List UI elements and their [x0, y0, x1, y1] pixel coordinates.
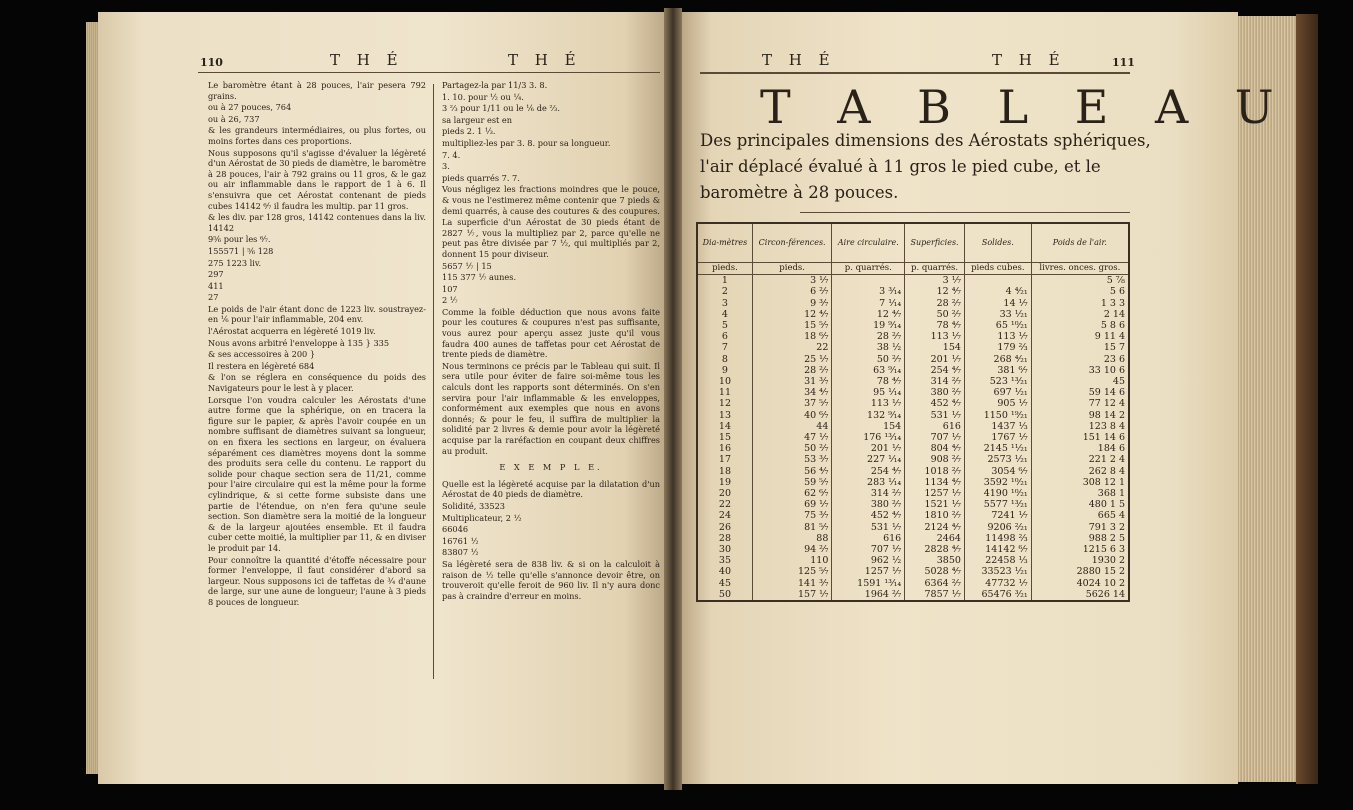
table-cell: 5028 ⁴⁄₇ [905, 566, 965, 577]
table-cell: 523 ¹³⁄₂₁ [964, 376, 1031, 387]
table-cell: 452 ⁴⁄₇ [905, 398, 965, 409]
text-paragraph: Quelle est la légèreté acquise par la dilatation d'un Aérostat de 40 pieds de diamètre. [442, 478, 660, 500]
table-cell: 4 ⁴⁄₂₁ [964, 286, 1031, 297]
table-cell: 62 ⁶⁄₇ [752, 488, 831, 499]
table-cell: 10 [697, 376, 752, 387]
table-cell: 6 [697, 331, 752, 342]
table-cell: 1437 ⅓ [964, 421, 1031, 432]
running-title-left-2: T H É [508, 51, 582, 69]
table-cell: 9 11 4 [1031, 331, 1129, 342]
table-cell: 50 ²⁄₇ [832, 354, 905, 365]
table-cell: 65 ¹⁰⁄₂₁ [964, 320, 1031, 331]
table-cell: 28 [697, 533, 752, 544]
table-cell: 28 ²⁄₇ [832, 331, 905, 342]
table-row [697, 533, 1129, 544]
table-cell: 5 8 6 [1031, 320, 1129, 331]
table-cell: 11498 ²⁄₃ [964, 533, 1031, 544]
text-paragraph: 115 377 ⅐ aunes. [442, 272, 517, 283]
table-cell: 16 [697, 443, 752, 454]
table-cell: 40 ⁶⁄₇ [752, 410, 831, 421]
table-cell: 314 ²⁄₇ [832, 488, 905, 499]
table-cell: 3 ⅐ [752, 275, 831, 287]
table-cell: 31 ³⁄₇ [752, 376, 831, 387]
table-cell: 262 8 4 [1031, 466, 1129, 477]
unit-cell: p. quarrés. [832, 263, 905, 275]
text-paragraph: 9⁵⁄₆ pour les ⁶⁄₇. [208, 234, 271, 245]
table-cell: 268 ⁴⁄₂₁ [964, 354, 1031, 365]
table-row [697, 320, 1129, 331]
table-cell: 13 [697, 410, 752, 421]
column-header: Circon-férences. [752, 223, 831, 263]
table-cell: 1215 6 3 [1031, 544, 1129, 555]
table-cell: 154 [832, 421, 905, 432]
table-cell: 254 ⁴⁄₇ [905, 365, 965, 376]
table-cell: 53 ³⁄₇ [752, 454, 831, 465]
text-paragraph: & les div. par 128 gros, 14142 contenues dans la liv. 14142 [208, 212, 426, 233]
table-cell: 26 [697, 522, 752, 533]
table-row [697, 309, 1129, 320]
left-column-text [208, 80, 426, 609]
text-paragraph: & ses accessoires à 200 } [208, 349, 316, 360]
table-row [697, 477, 1129, 488]
table-cell: 77 12 4 [1031, 398, 1129, 409]
table-cell: 35 [697, 555, 752, 566]
table-cell: 33 ¹⁄₂₁ [964, 309, 1031, 320]
text-paragraph: 297 [208, 269, 224, 280]
table-cell: 5 6 [1031, 286, 1129, 297]
table-cell: 125 ⁵⁄₇ [752, 566, 831, 577]
text-paragraph: Le poids de l'air étant donc de 1223 liv. soustrayez-en ⅙ pour l'air inflammable, 204 env. [208, 303, 426, 325]
table-cell: 1767 ¹⁄₇ [964, 432, 1031, 443]
header-rule-left [198, 72, 660, 73]
table-cell: 78 ⁴⁄₇ [832, 376, 905, 387]
table-cell: 81 ⁵⁄₇ [752, 522, 831, 533]
table-cell: 905 ¹⁄₇ [964, 398, 1031, 409]
text-paragraph: sa largeur est en [442, 114, 513, 125]
table-cell: 2 [697, 286, 752, 297]
table-cell: 14142 ⁶⁄₇ [964, 544, 1031, 555]
table-row [697, 387, 1129, 398]
table-cell: 3 [697, 298, 752, 309]
table-cell: 65476 ³⁄₂₁ [964, 589, 1031, 601]
table-cell: 45 [1031, 376, 1129, 387]
table-cell: 4 [697, 309, 752, 320]
table-cell: 28 ²⁄₇ [905, 298, 965, 309]
table-cell: 5577 ¹³⁄₂₁ [964, 499, 1031, 510]
table-cell: 4024 10 2 [1031, 578, 1129, 589]
table-cell: 2573 ¹⁄₂₁ [964, 454, 1031, 465]
table-cell: 151 14 6 [1031, 432, 1129, 443]
subtitle-rule [800, 212, 1130, 213]
table-cell: 132 ⁹⁄₁₄ [832, 410, 905, 421]
table-cell: 988 2 5 [1031, 533, 1129, 544]
table-cell: 4190 ¹⁰⁄₂₁ [964, 488, 1031, 499]
text-paragraph: l'Aérostat acquerra en légèreté 1019 liv. [208, 326, 376, 337]
table-cell: 7 [697, 342, 752, 353]
table-row [697, 421, 1129, 432]
table-cell: 22458 ⅓ [964, 555, 1031, 566]
table-cell: 3850 [905, 555, 965, 566]
text-paragraph: 66046 [442, 524, 469, 535]
table-units-row [697, 263, 1129, 275]
table-cell: 184 6 [1031, 443, 1129, 454]
table-cell: 154 [905, 342, 965, 353]
text-paragraph: 155571 | ⁵⁄₆ 128 [208, 245, 274, 256]
page-number-right: 111 [1112, 56, 1135, 69]
table-cell: 6364 ²⁄₇ [905, 578, 965, 589]
running-title-right-2: T H É [992, 51, 1066, 69]
text-paragraph: Il restera en légèreté 684 [208, 360, 315, 371]
table-cell: 227 ¹⁄₁₄ [832, 454, 905, 465]
table-row [697, 499, 1129, 510]
table-cell: 9 [697, 365, 752, 376]
text-paragraph: 27 [208, 292, 219, 303]
text-paragraph: 5657 ⅐ | 15 [442, 260, 492, 271]
table-cell: 17 [697, 454, 752, 465]
table-cell: 28 ²⁄₇ [752, 365, 831, 376]
table-cell: 33523 ¹⁄₂₁ [964, 566, 1031, 577]
unit-cell: livres. onces. gros. [1031, 263, 1129, 275]
table-cell: 1150 ¹⁹⁄₂₁ [964, 410, 1031, 421]
table-cell: 1810 ²⁄₇ [905, 510, 965, 521]
table-cell: 452 ⁴⁄₇ [832, 510, 905, 521]
table-cell: 1930 2 [1031, 555, 1129, 566]
table-cell: 18 ⁶⁄₇ [752, 331, 831, 342]
table-cell: 2 14 [1031, 309, 1129, 320]
table-cell: 44 [752, 421, 831, 432]
column-header: Solides. [964, 223, 1031, 263]
table-cell: 308 12 1 [1031, 477, 1129, 488]
table-cell: 201 ¹⁄₇ [905, 354, 965, 365]
table-cell [832, 275, 905, 287]
table-row [697, 544, 1129, 555]
text-paragraph: Nous avons arbitré l'enveloppe à 135 } 335 [208, 337, 390, 348]
table-cell: 19 [697, 477, 752, 488]
text-paragraph: pieds quarrés 7. 7. [442, 172, 520, 183]
text-paragraph: multipliez-les par 3. 8. pour sa longueur. [442, 137, 611, 148]
text-paragraph: E X E M P L E. [499, 462, 603, 473]
table-cell: 15 7 [1031, 342, 1129, 353]
table-cell: 19 ⁹⁄₁₄ [832, 320, 905, 331]
table-row [697, 555, 1129, 566]
table-cell: 22 [697, 499, 752, 510]
table-cell: 113 ¹⁄₇ [964, 331, 1031, 342]
table-row [697, 488, 1129, 499]
text-paragraph: Nous terminons ce précis par le Tableau qui suit. Il sera utile pour éviter de faire soi-même tous les calculs dont les rapports sont déterminés. On s'en servira pour l'air inflammable & les enveloppes, conformément aux exemples que nous en avons donnés; & pour le feu, il suffira de multiplier la solidité par 2 livres & demie pour avoir la légèreté acquise par la raréfaction en coupant deux chiffres au produit. [442, 360, 660, 456]
tableau-title: T A B L E A U [760, 80, 1290, 134]
table-cell: 962 ½ [832, 555, 905, 566]
text-paragraph: 2 ⅐ [442, 295, 458, 306]
column-header: Superficies. [905, 223, 965, 263]
text-paragraph: 3 ⅔ pour 1/11 ou le ⅙ de ⅔. [442, 103, 560, 114]
table-cell: 2828 ⁴⁄₇ [905, 544, 965, 555]
table-row [697, 298, 1129, 309]
table-cell: 59 ⁵⁄₇ [752, 477, 831, 488]
table-row [697, 365, 1129, 376]
table-cell: 69 ¹⁄₇ [752, 499, 831, 510]
table-row [697, 510, 1129, 521]
column-header: Poids de l'air. [1031, 223, 1129, 263]
table-cell: 33 10 6 [1031, 365, 1129, 376]
table-cell: 1 [697, 275, 752, 287]
table-cell: 380 ²⁄₇ [905, 387, 965, 398]
table-cell: 15 [697, 432, 752, 443]
table-cell: 3592 ¹⁰⁄₂₁ [964, 477, 1031, 488]
table-cell: 25 ¹⁄₇ [752, 354, 831, 365]
table-cell: 908 ²⁄₇ [905, 454, 965, 465]
table-cell: 113 ¹⁄₇ [905, 331, 965, 342]
text-paragraph: & les grandeurs intermédiaires, ou plus fortes, ou moins fortes dans ces proportions. [208, 125, 426, 146]
table-cell: 123 8 4 [1031, 421, 1129, 432]
unit-cell: pieds. [697, 263, 752, 275]
table-cell: 110 [752, 555, 831, 566]
text-paragraph: & l'on se réglera en conséquence du poids des Navigateurs pour le lest à y placer. [208, 372, 426, 394]
table-row [697, 466, 1129, 477]
table-cell: 707 ¹⁄₇ [905, 432, 965, 443]
table-cell: 78 ⁴⁄₇ [905, 320, 965, 331]
text-paragraph: 3. [442, 161, 450, 172]
text-paragraph: ou à 26, 737 [208, 113, 260, 124]
table-cell: 50 ²⁄₇ [752, 443, 831, 454]
unit-cell: p. quarrés. [905, 263, 965, 275]
table-cell: 50 ²⁄₇ [905, 309, 965, 320]
table-cell: 15 ⁵⁄₇ [752, 320, 831, 331]
text-paragraph: 83807 ½ [442, 547, 479, 558]
table-cell: 30 [697, 544, 752, 555]
table-cell: 34 ⁴⁄₇ [752, 387, 831, 398]
table-cell: 40 [697, 566, 752, 577]
table-cell: 3 ⅐ [905, 275, 965, 287]
table-cell: 18 [697, 466, 752, 477]
table-cell: 88 [752, 533, 831, 544]
table-cell: 12 [697, 398, 752, 409]
table-row [697, 454, 1129, 465]
text-paragraph: 16761 ½ [442, 535, 479, 546]
table-cell: 12 ⁴⁄₇ [832, 309, 905, 320]
text-paragraph: 275 1223 liv. [208, 257, 262, 268]
table-cell: 368 1 [1031, 488, 1129, 499]
table-cell: 314 ²⁄₇ [905, 376, 965, 387]
running-title-right-1: T H É [762, 51, 836, 69]
table-cell: 12 ⁴⁄₇ [752, 309, 831, 320]
table-cell: 50 [697, 589, 752, 601]
unit-cell: pieds. [752, 263, 831, 275]
table-cell: 56 ⁴⁄₇ [752, 466, 831, 477]
table-cell: 3054 ⁶⁄₇ [964, 466, 1031, 477]
table-cell: 9206 ²⁄₂₁ [964, 522, 1031, 533]
text-paragraph: Multiplicateur, 2 ½ [442, 512, 522, 523]
table-row [697, 398, 1129, 409]
text-paragraph: Partagez-la par 11/3 3. 8. [442, 80, 548, 90]
table-cell: 1018 ²⁄₇ [905, 466, 965, 477]
text-paragraph: Solidité, 33523 [442, 500, 506, 511]
right-column-text [442, 80, 660, 602]
table-cell: 1257 ¹⁄₇ [905, 488, 965, 499]
table-cell: 63 ⁹⁄₁₄ [832, 365, 905, 376]
table-cell: 1964 ²⁄₇ [832, 589, 905, 601]
table-cell: 5 [697, 320, 752, 331]
table-cell: 23 6 [1031, 354, 1129, 365]
table-cell: 141 ³⁄₇ [752, 578, 831, 589]
text-paragraph: 411 [208, 280, 224, 291]
table-cell: 221 2 4 [1031, 454, 1129, 465]
table-cell: 5626 14 [1031, 589, 1129, 601]
table-cell: 2464 [905, 533, 965, 544]
table-cell: 2880 15 2 [1031, 566, 1129, 577]
table-cell: 157 ¹⁄₇ [752, 589, 831, 601]
table-row [697, 331, 1129, 342]
text-paragraph: Sa légèreté sera de 838 liv. & si on la calculoit à raison de ½ telle qu'elle s'annonce devoir être, on trouveroit qu'elle feroit de 960 liv. Il n'y aura donc pas à craindre d'erreur en moins. [442, 558, 660, 601]
column-header: Aire circulaire. [832, 223, 905, 263]
table-cell: 380 ²⁄₇ [832, 499, 905, 510]
table-cell: 95 ¹⁄₁₄ [832, 387, 905, 398]
table-cell: 697 ¹⁄₂₁ [964, 387, 1031, 398]
table-cell: 3 ³⁄₁₄ [832, 286, 905, 297]
unit-cell: pieds cubes. [964, 263, 1031, 275]
table-row [697, 275, 1129, 287]
running-title-left-1: T H É [330, 51, 404, 69]
table-cell: 616 [905, 421, 965, 432]
table-cell: 2145 ¹¹⁄₂₁ [964, 443, 1031, 454]
table-cell: 47732 ¹⁄₇ [964, 578, 1031, 589]
column-header: Dia-mètres [697, 223, 752, 263]
table-cell: 665 4 [1031, 510, 1129, 521]
table-cell [964, 275, 1031, 287]
book-spine [1296, 14, 1318, 784]
column-divider [433, 84, 434, 679]
table-cell: 5 ⅞ [1031, 275, 1129, 287]
table-cell: 12 ⁴⁄₇ [905, 286, 965, 297]
table-cell: 22 [752, 342, 831, 353]
table-cell: 707 ¹⁄₇ [832, 544, 905, 555]
text-paragraph: Vous négligez les fractions moindres que le pouce, & vous ne l'estimerez même contenir que 7 pieds & demi quarrés, à cause des coutures & des coupures. [442, 184, 660, 216]
table-cell: 94 ²⁄₇ [752, 544, 831, 555]
table-row [697, 376, 1129, 387]
table-cell: 37 ⁵⁄₇ [752, 398, 831, 409]
text-paragraph: pieds 2. 1 ⅓. [442, 126, 496, 137]
table-cell: 254 ⁴⁄₇ [832, 466, 905, 477]
table-cell: 1134 ⁴⁄₇ [905, 477, 965, 488]
text-paragraph: 1. 10. pour ½ ou ¼. [442, 91, 524, 102]
table-cell: 1 3 3 [1031, 298, 1129, 309]
text-paragraph: Lorsque l'on voudra calculer les Aérostats d'une autre forme que la sphérique, on en tracera la figure sur le papier, & après l'avoir coupée en un nombre suffisant de diamètres suivant sa longueur, on en fixera les sections en largeur, on évaluera séparément ces diamètres moyens dont la somme des produits sera celle du contenu. Le rapport du solide pour chaque section sera de 11/21, comme pour l'aire circulaire qui est la même pour la forme cylindrique, & si cette forme subsiste dans une partie de l'étendue, on n'en fera qu'une seule section. Son diamètre sera la moitié de la longueur & de la largeur ajoutées ensemble. Et il faudra cuber cette moitié, la multiplier par 11, & en diviser le produit par 14. [208, 394, 426, 553]
table-row [697, 589, 1129, 601]
text-paragraph: La superficie d'un Aérostat de 30 pieds étant de 2827 ⅐, vous la multipliez par 2, parce qu'elle ne peut pas être divisée par 7 ½, qui multipliés par 2, donnent 15 pour diviseur. [442, 217, 660, 259]
table-cell: 283 ¹⁄₁₄ [832, 477, 905, 488]
table-cell: 9 ³⁄₇ [752, 298, 831, 309]
table-cell: 47 ¹⁄₇ [752, 432, 831, 443]
text-paragraph: Pour connoître la quantité d'étoffe nécessaire pour former l'enveloppe, il faut considérer d'abord sa largeur. Nous supposons ici de taffetas de ¾ d'aune de large, sur une aune de longueur; l'aune à 3 pieds 8 pouces de longueur. [208, 554, 426, 607]
table-cell: 75 ³⁄₇ [752, 510, 831, 521]
text-paragraph: Le baromètre étant à 28 pouces, l'air pesera 792 grains. [208, 80, 426, 101]
book-gutter [664, 8, 682, 790]
text-paragraph: 7. 4. [442, 149, 461, 160]
table-cell: 7857 ¹⁄₇ [905, 589, 965, 601]
table-row [697, 578, 1129, 589]
table-cell: 804 ⁴⁄₇ [905, 443, 965, 454]
table-cell: 8 [697, 354, 752, 365]
table-cell: 113 ¹⁄₇ [832, 398, 905, 409]
table-cell: 616 [832, 533, 905, 544]
table-cell: 14 ¹⁄₇ [964, 298, 1031, 309]
table-cell: 14 [697, 421, 752, 432]
table-cell: 176 ¹³⁄₁₄ [832, 432, 905, 443]
table-header-row [697, 223, 1129, 263]
text-paragraph: Comme la foible déduction que nous avons faite pour les coutures & coupures n'est pas suffisante, vous aurez pour aperçu assez juste qu'il vous faudra 400 aunes de taffetas pour cet Aérostat de trente pieds de diamètre. [442, 306, 660, 360]
tableau-table [696, 222, 1130, 602]
table-cell: 791 3 2 [1031, 522, 1129, 533]
table-cell: 98 14 2 [1031, 410, 1129, 421]
table-row [697, 354, 1129, 365]
table-cell: 7 ¹⁄₁₄ [832, 298, 905, 309]
table-cell: 201 ¹⁄₇ [832, 443, 905, 454]
table-cell: 7241 ¹⁄₇ [964, 510, 1031, 521]
table-cell: 179 ²⁄₃ [964, 342, 1031, 353]
text-paragraph: Nous supposons qu'il s'agisse d'évaluer la légèreté d'un Aérostat de 30 pieds de diamètre, le baromètre à 28 pouces, l'air à 792 grains ou 11 gros, & le gaz ou air inflammable dans le rapport de 1 à 6. Il s'ensuivra que cet Aérostat contenant de pieds cubes 14142 ⁶⁄₇ il faudra les multip. par 11 gros. [208, 147, 426, 211]
table-row [697, 432, 1129, 443]
table-row [697, 566, 1129, 577]
table-cell: 2124 ⁴⁄₇ [905, 522, 965, 533]
table-cell: 11 [697, 387, 752, 398]
table-row [697, 342, 1129, 353]
table-cell: 24 [697, 510, 752, 521]
tableau-subtitle: Des principales dimensions des Aérostats sphériques, l'air déplacé évalué à 11 gros le pied cube, et le baromètre à 28 pouces. [700, 131, 1151, 202]
table-cell: 531 ¹⁄₇ [905, 410, 965, 421]
table-row [697, 522, 1129, 533]
text-paragraph: 107 [442, 283, 458, 294]
table-cell: 480 1 5 [1031, 499, 1129, 510]
header-rule-right [700, 72, 1130, 74]
table-cell: 1257 ¹⁄₇ [832, 566, 905, 577]
table-cell: 59 14 6 [1031, 387, 1129, 398]
table-cell: 531 ¹⁄₇ [832, 522, 905, 533]
table-cell: 45 [697, 578, 752, 589]
table-row [697, 443, 1129, 454]
table-cell: 381 ⁶⁄₇ [964, 365, 1031, 376]
table-cell: 1521 ¹⁄₇ [905, 499, 965, 510]
table-cell: 38 ½ [832, 342, 905, 353]
table-cell: 6 ²⁄₇ [752, 286, 831, 297]
text-paragraph: ou à 27 pouces, 764 [208, 102, 292, 113]
table-row [697, 286, 1129, 297]
table-cell: 1591 ¹³⁄₁₄ [832, 578, 905, 589]
table-cell: 20 [697, 488, 752, 499]
table-row [697, 410, 1129, 421]
page-number-left: 110 [200, 56, 223, 69]
